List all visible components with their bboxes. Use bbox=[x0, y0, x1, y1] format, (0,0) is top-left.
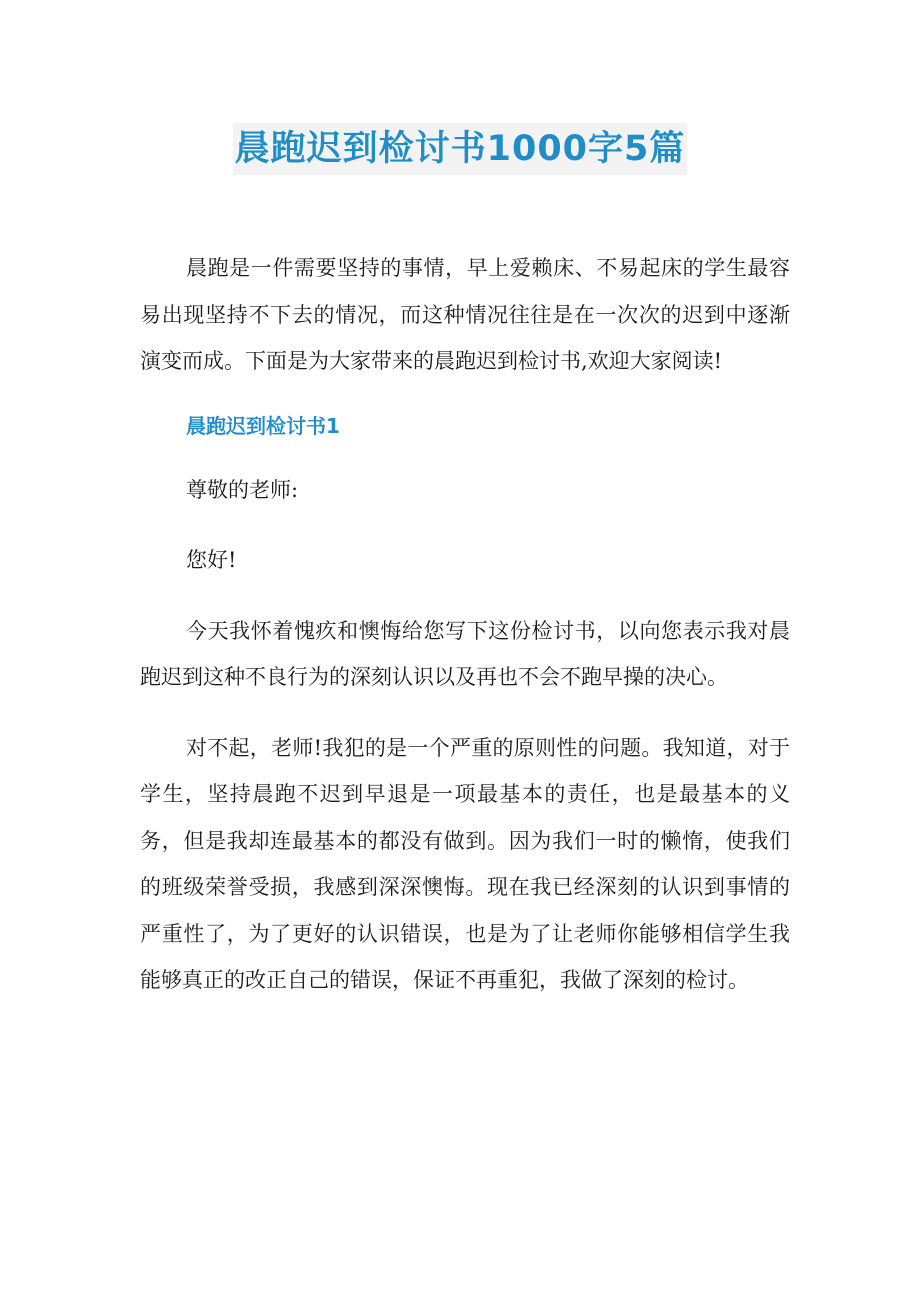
title-row bbox=[0, 123, 920, 179]
intro-paragraph: 晨跑是一件需要坚持的事情，早上爱赖床、不易起床的学生最容易出现坚持不下去的情况，而这种情况往往是在一次次的迟到中逐渐演变而成。下面是为大家带来的晨跑迟到检讨书,欢迎大家阅读! bbox=[140, 256, 790, 373]
section-heading: 晨跑迟到检讨书1 bbox=[186, 413, 340, 438]
document-body bbox=[140, 245, 790, 1004]
body-paragraph-1: 今天我怀着愧疚和懊悔给您写下这份检讨书，以向您表示我对晨跑迟到这种不良行为的深刻认识以及再也不会不跑早操的决心。 bbox=[140, 618, 790, 689]
document-title: 晨跑迟到检讨书1000字5篇 bbox=[233, 123, 688, 175]
salutation: 尊敬的老师: bbox=[186, 477, 299, 502]
body-paragraph-2: 对不起，老师!我犯的是一个严重的原则性的问题。我知道，对于学生，坚持晨跑不迟到早退是一项最基本的责任，也是最基本的义务，但是我却连最基本的都没有做到。因为我们一时的懒惰，使我们的班级荣誉受损，我感到深深懊悔。现在我已经深刻的认识到事情的严重性了，为了更好的认识错误，也是为了让老师你能够相信学生我能够真正的改正自己的错误，保证不再重犯，我做了深刻的检讨。 bbox=[140, 735, 790, 992]
greeting: 您好! bbox=[186, 548, 237, 572]
